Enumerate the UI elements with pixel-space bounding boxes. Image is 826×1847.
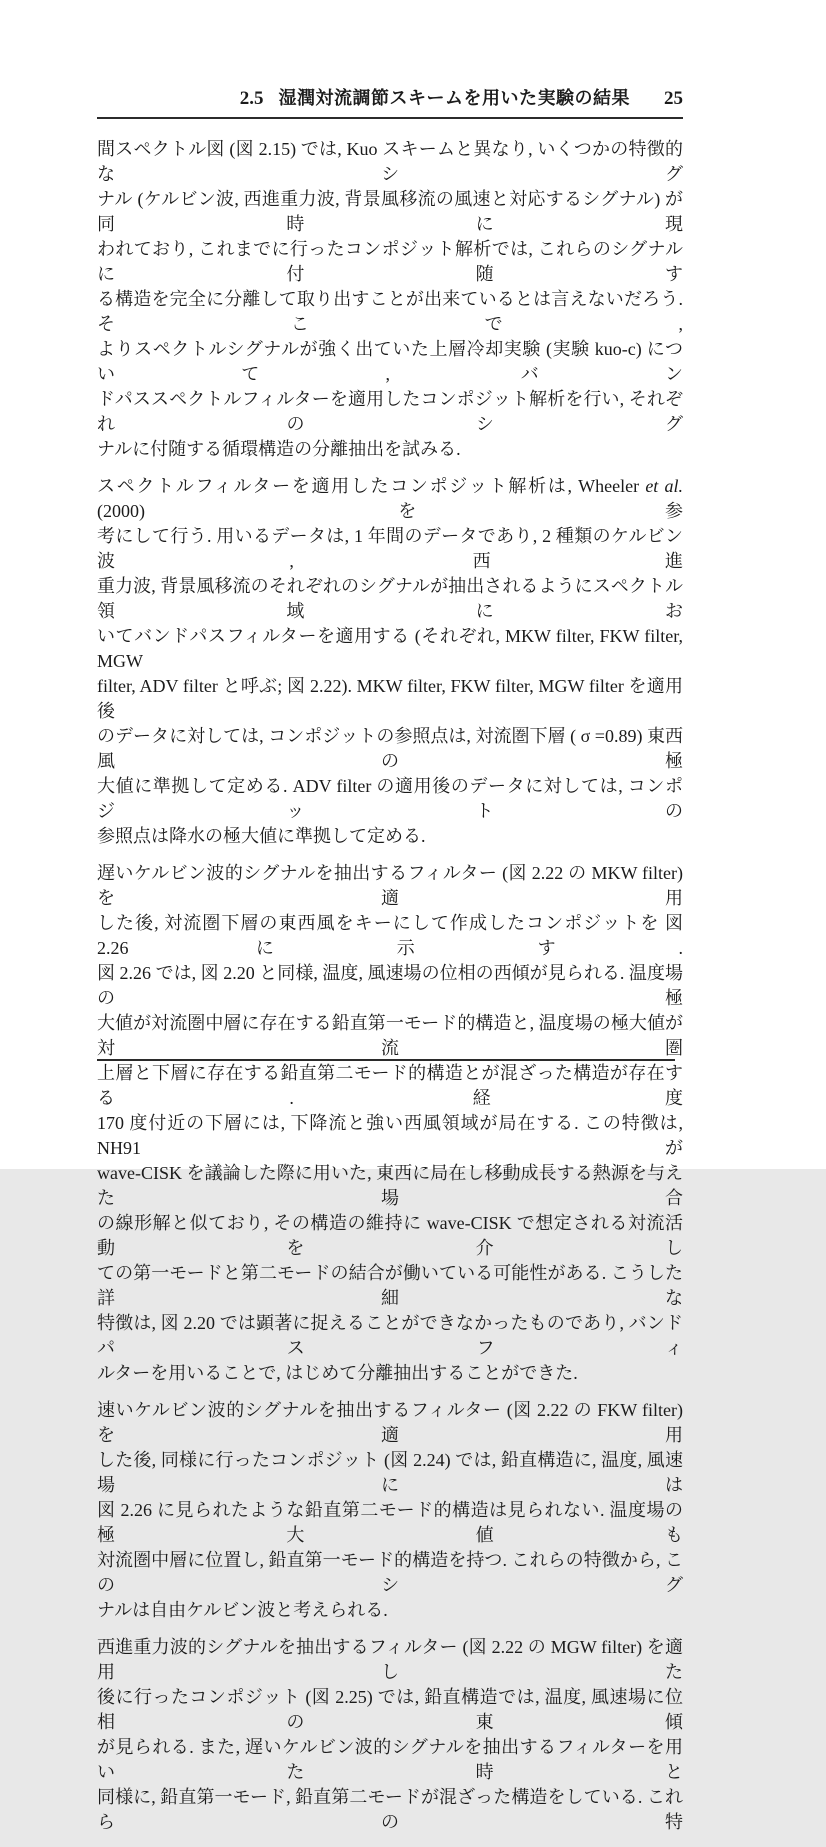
text-line: 参照点は降水の極大値に準拠して定める. — [97, 826, 426, 846]
page-header — [97, 84, 683, 119]
paragraph-2 — [97, 474, 683, 849]
text-line: のデータに対しては, コンポジットの参照点は, 対流圏下層 ( σ =0.89) 東西風の極 — [97, 726, 683, 771]
text-line: 特徴は, 図 2.20 では顕著に捉えることができなかったものであり, バンドパスフィ — [97, 1313, 683, 1358]
text-line: いてバンドパスフィルターを適用する (それぞれ, MKW filter, FKW filter, MGW — [97, 626, 683, 671]
text-line: 考にして行う. 用いるデータは, 1 年間のデータであり, 2 種類のケルビン波, 西進 — [97, 526, 683, 571]
text-line: 同様に, 鉛直第一モード, 鉛直第二モードが混ざった構造をしている. これらの特 — [97, 1787, 683, 1832]
text-line: filter, ADV filter と呼ぶ; 図 2.22). MKW filter, FKW filter, MGW filter を適用後 — [97, 676, 683, 721]
text-line — [97, 474, 683, 524]
page-number: 25 — [664, 88, 683, 109]
paragraph-4 — [97, 1398, 683, 1623]
text-line: した後, 対流圏下層の東西風をキーにして作成したコンポジットを 図 2.26 に示す. — [97, 913, 683, 958]
text-line: 対流圏中層に位置し, 鉛直第一モード的構造を持つ. これらの特徴から, このシグ — [97, 1550, 683, 1595]
text-line: 上層と下層に存在する鉛直第二モード的構造とが混ざった構造が存在する. 経度 — [97, 1063, 683, 1108]
body-text — [97, 137, 683, 1847]
section-title: 湿潤対流調節スキームを用いた実験の結果 — [278, 88, 630, 108]
text-line: 速いケルビン波的シグナルを抽出するフィルター (図 2.22 の FKW filter) を適用 — [97, 1400, 683, 1445]
text-line: 重力波, 背景風移流のそれぞれのシグナルが抽出されるようにスペクトル領域にお — [97, 576, 683, 621]
text-segment-italic: et al. — [645, 476, 683, 496]
footer-rule — [97, 1059, 675, 1061]
text-line: 170 度付近の下層には, 下降流と強い西風領域が局在する. この特徴は, NH91 が — [97, 1113, 683, 1158]
text-line: した後, 同様に行ったコンポジット (図 2.24) では, 鉛直構造に, 温度, 風速場には — [97, 1450, 683, 1495]
text-line: ナル (ケルビン波, 西進重力波, 背景風移流の風速と対応するシグナル) が同時に現 — [97, 189, 683, 234]
text-line: よりスペクトルシグナルが強く出ていた上層冷却実験 (実験 kuo-c) について, バン — [97, 339, 683, 384]
text-line: が見られる. また, 遅いケルビン波的シグナルを抽出するフィルターを用いた時と — [97, 1737, 683, 1782]
text-segment: スペクトルフィルターを適用したコンポジット解析は, Wheeler — [97, 476, 646, 496]
text-line: 図 2.26 では, 図 2.20 と同様, 温度, 風速場の位相の西傾が見られる. 温度場の極 — [97, 963, 683, 1008]
text-line: wave-CISK を議論した際に用いた, 東西に局在し移動成長する熱源を与えた場合 — [97, 1163, 683, 1208]
text-line: ての第一モードと第二モードの結合が働いている可能性がある. こうした詳細な — [97, 1263, 683, 1308]
text-line: の線形解と似ており, その構造の維持に wave-CISK で想定される対流活動を介し — [97, 1213, 683, 1258]
text-line: 大値が対流圏中層に存在する鉛直第一モード的構造と, 温度場の極大値が対流圏 — [97, 1013, 683, 1058]
paragraph-3 — [97, 861, 683, 1386]
text-line: る構造を完全に分離して取り出すことが出来ているとは言えないだろう. そこで, — [97, 289, 683, 334]
text-line: 遅いケルビン波的シグナルを抽出するフィルター (図 2.22 の MKW filter) を適用 — [97, 863, 683, 908]
text-line: ドパススペクトルフィルターを適用したコンポジット解析を行い, それぞれのシグ — [97, 389, 683, 434]
text-line: 西進重力波的シグナルを抽出するフィルター (図 2.22 の MGW filter) を適用した — [97, 1637, 683, 1682]
text-segment: (2000) を参 — [97, 501, 683, 521]
text-line: 間スペクトル図 (図 2.15) では, Kuo スキームと異なり, いくつかの特徴的なシグ — [97, 139, 683, 184]
text-line: ルターを用いることで, はじめて分離抽出することができた. — [97, 1363, 578, 1383]
paragraph-1 — [97, 137, 683, 462]
text-line: 図 2.26 に見られたような鉛直第二モード的構造は見られない. 温度場の極大値も — [97, 1500, 683, 1545]
paragraph-5 — [97, 1635, 683, 1835]
text-line: ナルに付随する循環構造の分離抽出を試みる. — [97, 439, 461, 459]
text-line: われており, これまでに行ったコンポジット解析では, これらのシグナルに付随す — [97, 239, 683, 284]
text-line: ナルは自由ケルビン波と考えられる. — [97, 1600, 388, 1620]
section-number: 2.5 — [239, 88, 264, 109]
text-line: 後に行ったコンポジット (図 2.25) では, 鉛直構造では, 温度, 風速場に位相の東傾 — [97, 1687, 683, 1732]
text-line: 大値に準拠して定める. ADV filter の適用後のデータに対しては, コンポジットの — [97, 776, 683, 821]
